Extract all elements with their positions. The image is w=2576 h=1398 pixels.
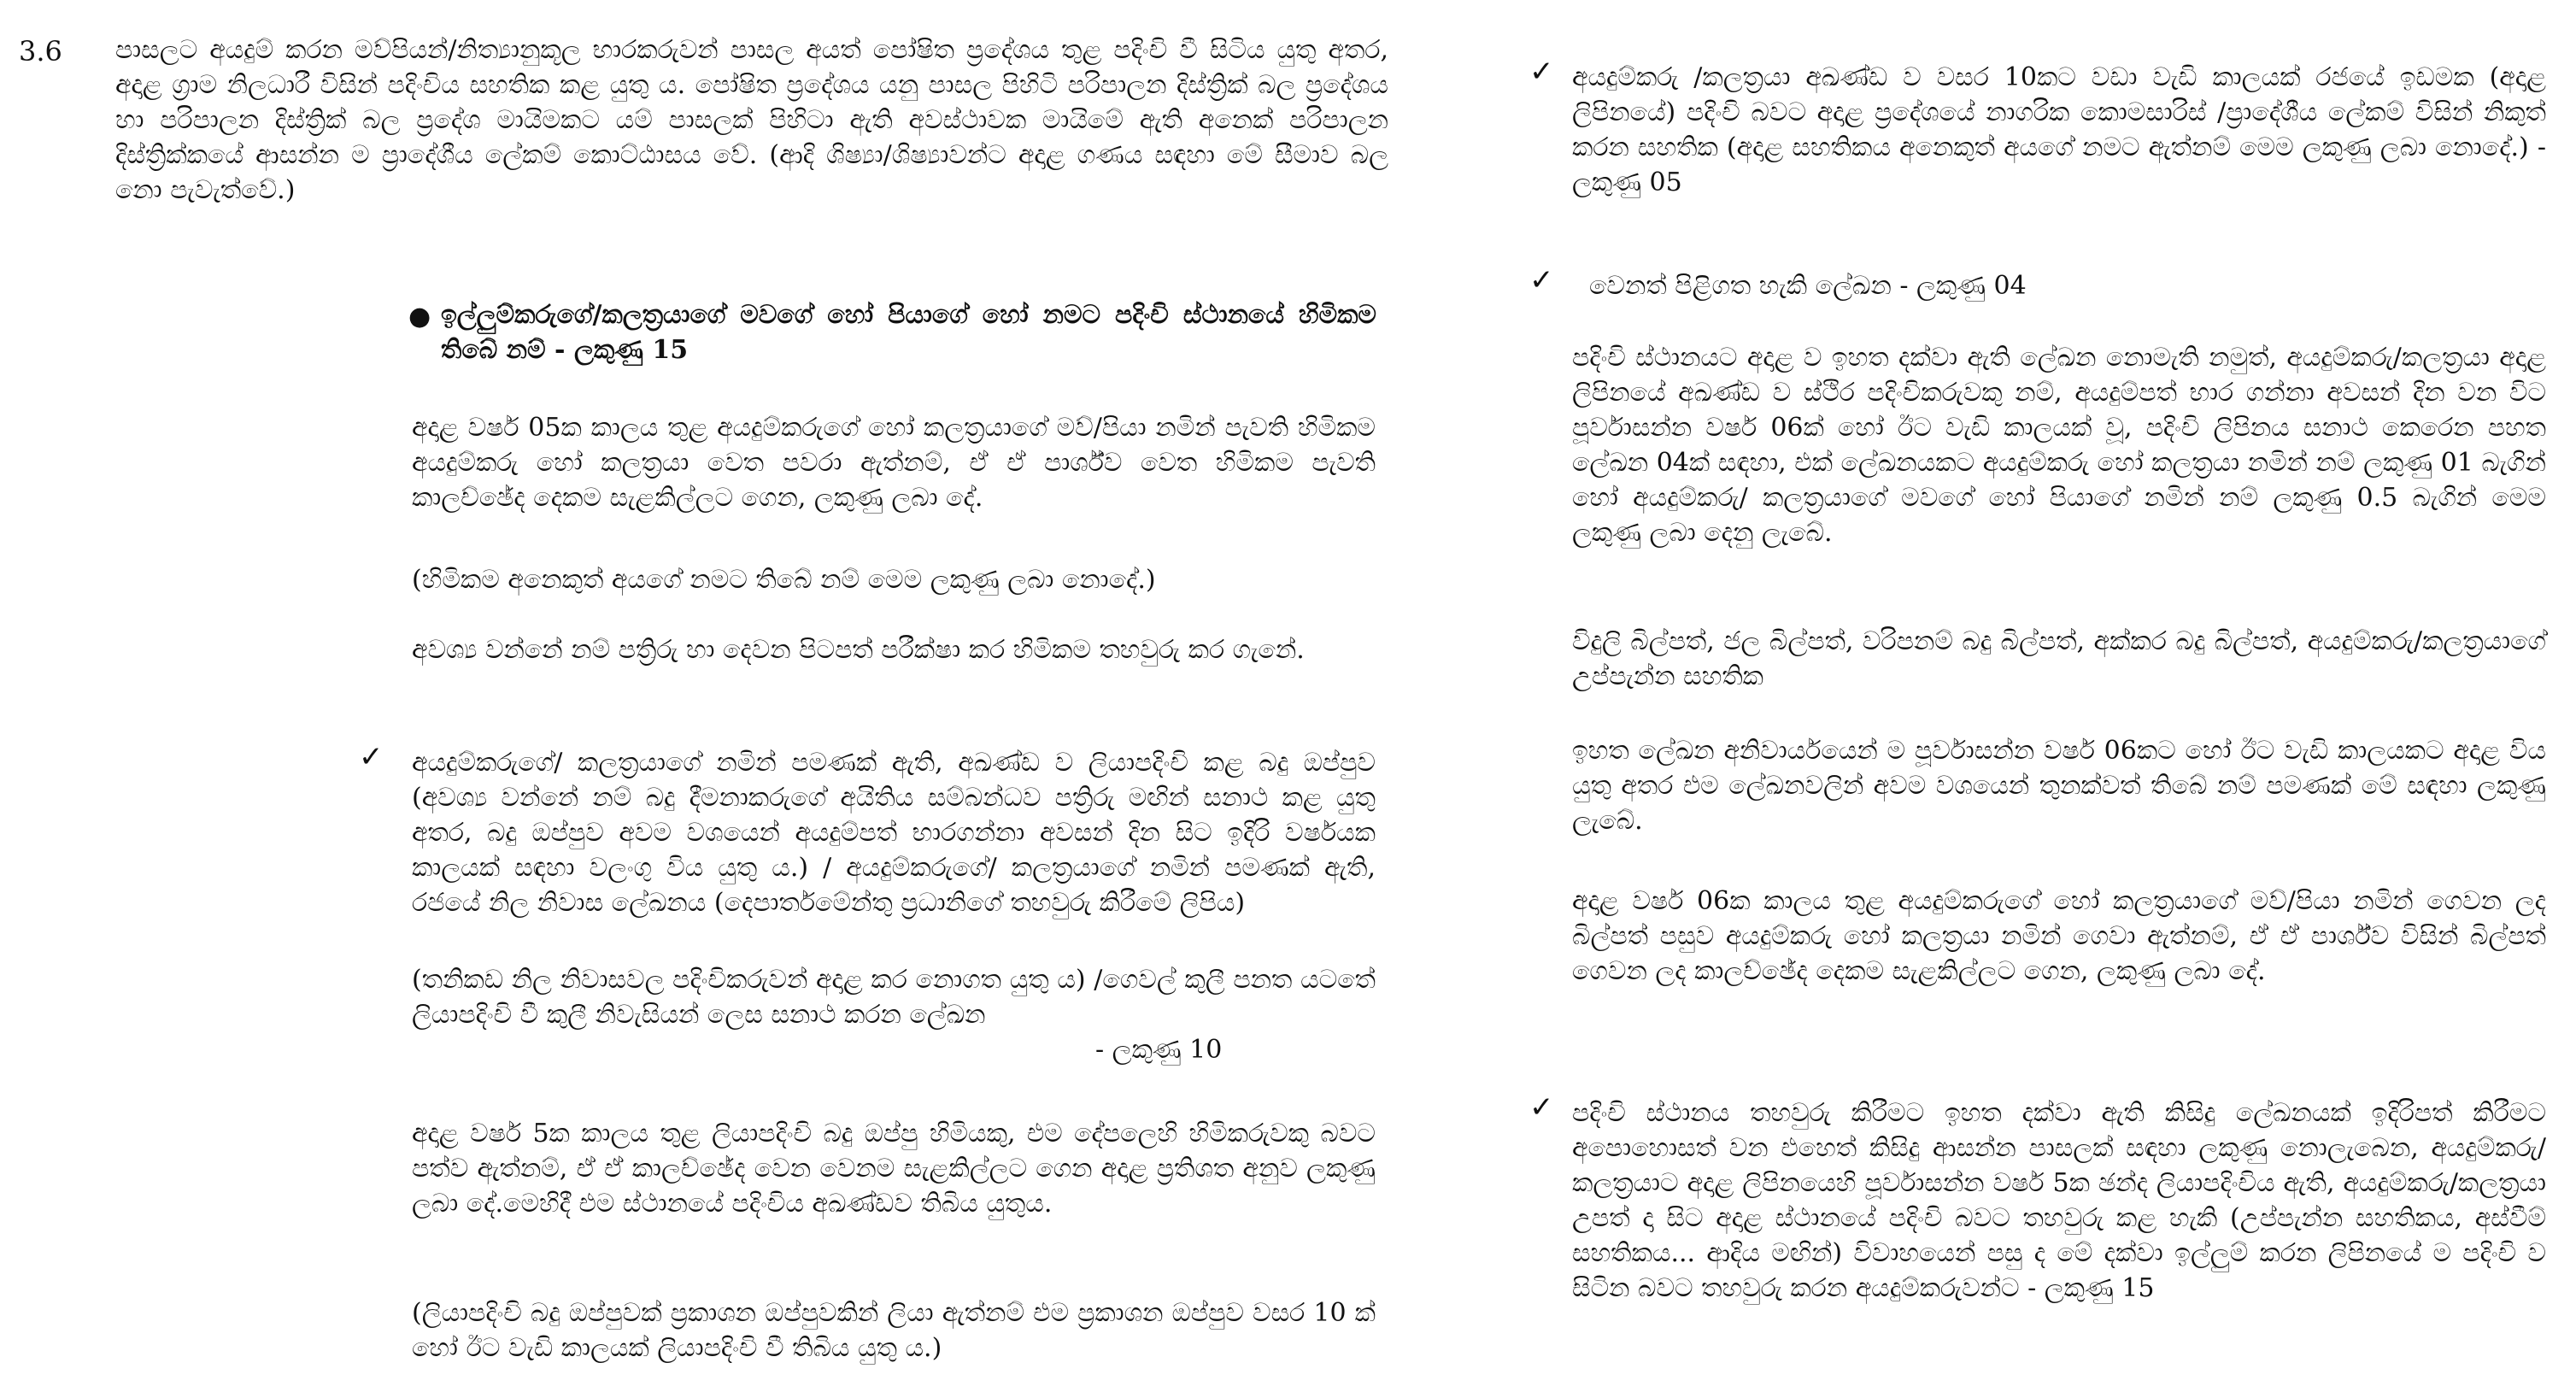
check-mark-icon: ✓ (1529, 263, 1554, 297)
check-mark-icon: ✓ (1529, 1090, 1554, 1125)
right-para-3: ඉහත ලේඛන අනිවාර්යයෙන් ම පූර්වාසන්න වර්ෂ 06කට හෝ ඊට වැඩි කාලයකට අදාළ විය යුතු අතර එම ලේඛනවලින් අවම වශයෙන් තුනක්වත් තිබේ නම් පමණක් මේ සඳහා ලකුණු ලැබේ. (1572, 736, 2546, 836)
check-mark-icon: ✓ (1529, 55, 1554, 89)
left-para-1: අදාළ වර්ෂ 05ක කාලය තුළ අයදුම්කරුගේ හෝ කලත්‍රයාගේ මව්/පියා නමින් පැවති හිමිකම අයදුම්කරු හෝ කලත්‍රයා වෙත පවරා ඇත්නම්, ඒ ඒ පාර්ශ්ව වෙත හිමිකම පැවති කාලච්ඡේද දෙකම සැළකිල්ලට ගෙන, ලකුණු ලබා දේ. (412, 413, 1376, 513)
left-check-score: - ලකුණු 10 (1095, 1035, 1223, 1065)
left-check-block: අයදුම්කරුගේ/ කලත්‍රයාගේ නමින් පමණක් ඇති, අඛණ්ඩ ව ලියාපදිංචි කළ බදු ඔප්පුව (අවශ්‍ය වන්නේ නම් බදු දීමනාකරුගේ අයිතිය සම්බන්ධව පත්‍රිරු මඟින් සනාථ කළ යුතු අතර, බදු ඔප්පුව අවම වශයෙන් අයදුම්පත් භාරගන්නා අවසන් දින සිට ඉදිරි වර්ෂයක කාලයක් සඳහා වලංගු විය යුතු ය.) / අයදුම්කරුගේ/ කලත්‍රයාගේ නමින් පමණක් ඇති, රජයේ නිල නිවාස ලේඛනය (දෙපාර්තමේන්තු ප්‍රධානිගේ තහවුරු කිරීමේ ලිපිය) (412, 748, 1376, 918)
bullet-heading: ඉල්ලුම්කරුගේ/කලත්‍රයාගේ මවගේ හෝ පියාගේ හෝ නමට පදිංචි ස්ථානයේ හිමිකම තිබේ නම් - ලකුණු 15 (441, 300, 1376, 365)
section-number: 3.6 (19, 35, 62, 68)
left-para-3: අවශ්‍ය වන්නේ නම් පත්‍රිරු හා දෙවන පිටපත් පරීක්ෂා කර හිමිකම තහවුරු කර ගැනේ. (412, 635, 1305, 665)
left-para-4: අදාළ වර්ෂ 5ක කාලය තුළ ලියාපදිංචි බදු ඔප්පු හිමියකු, එම දේපලෙහි හිමිකරුවකු බවට පත්ව ඇත්නම්, ඒ ඒ කාලච්ඡේද වෙන වෙනම සැළකිල්ලට ගෙන අදාළ ප්‍රතිශත අනුව ලකුණු ලබා දේ.මෙහිදී එම ස්ථානයේ පදිංචිය අඛණ්ඩව තිබිය යුතුය. (412, 1119, 1376, 1219)
left-check-block-2: (තනිකඩ නිල නිවාසවල පදිංචිකරුවන් අදාළ කර නොගත යුතු ය) /ගෙවල් කුලී පනත යටතේ ලියාපදිංචි වී කුලී නිවැසියන් ලෙස සනාථ කරන ලේඛන (412, 965, 1376, 1030)
bullet-icon: ● (408, 302, 431, 332)
right-check-3: පදිංචි ස්ථානය තහවුරු කිරීමට ඉහත දක්වා ඇති කිසිදු ලේඛනයක් ඉදිරිපත් කිරීමට අපොහොසත් වන එහෙත් කිසිදු ආසන්න පාසලක් සඳහා ලකුණු නොලැබෙන, අයදුම්කරු/කලත්‍රයාට අදාළ ලිපිනයෙහි පූර්වාසන්න වර්ෂ 5ක ඡන්ද ලියාපදිංචිය ඇති, අයදුම්කරු/කලත්‍රයා උපත් දා සිට අදාළ ස්ථානයේ පදිංචි බවට තහවුරු කළ හැකි (උප්පැන්න සහතිකය, අස්වීම් සහතිකය... ආදිය මඟින්) විවාහයෙන් පසු ද මේ දක්වා ඉල්ලුම් කරන ලිපිනයේ ම පදිංචි ව සිටින බවට තහවුරු කරන අයදුම්කරුවන්ට - ලකුණු 15 (1572, 1098, 2546, 1303)
right-para-1: පදිංචි ස්ථානයට අදාළ ව ඉහත දක්වා ඇති ලේඛන නොමැති නමුත්, අයදුම්කරු/කලත්‍රයා අදාළ ලිපිනයේ අඛණ්ඩ ව ස්ථිර පදිංචිකරුවකු නම්, අයදුම්පත් භාර ගන්නා අවසන් දින වන විට පූර්වාසන්න වර්ෂ 06ක් හෝ ඊට වැඩි කාලයක් වූ, පදිංචි ලිපිනය සනාථ කෙරෙන පහත ලේඛන 04ක් සඳහා, එක් ලේඛනයකට අයදුම්කරු හෝ කලත්‍රයා නමින් නම් ලකුණු 01 බැගින් හෝ අයදුම්කරු/ කලත්‍රයාගේ මවගේ හෝ පියාගේ නමින් නම් ලකුණු 0.5 බැගින් මෙම ලකුණු ලබා දෙනු ලැබේ. (1572, 343, 2546, 548)
right-check-2: වෙනත් පිළිගත හැකි ලේඛන - ලකුණු 04 (1589, 271, 2027, 301)
check-mark-icon: ✓ (359, 740, 384, 774)
left-para-2: (හිමිකම අනෙකුත් අයගේ නමට තිබේ නම් මෙම ලකුණු ලබා නොදේ.) (412, 565, 1156, 595)
right-para-2: විදුලි බිල්පත්, ජල බිල්පත්, වරිපනම් බදු බිල්පත්, අක්කර බදු බිල්පත්, අයදුම්කරු/කලත්‍රයාගේ උප්පැන්න සහතික (1572, 626, 2546, 691)
right-para-4: අදාළ වර්ෂ 06ක කාලය තුළ අයදුම්කරුගේ හෝ කලත්‍රයාගේ මව්/පියා නමින් ගෙවන ලද බිල්පත් පසුව අයදුම්කරු හෝ කලත්‍රයා නමින් ගෙවා ඇත්නම්, ඒ ඒ පාර්ශ්ව විසින් බිල්පත් ගෙවන ලද කාලච්ඡේද දෙකම සැළකිල්ලට ගෙන, ලකුණු ලබා දේ. (1572, 886, 2546, 986)
right-check-1: අයදුම්කරු /කලත්‍රයා අඛණ්ඩ ව වසර 10කට වඩා වැඩි කාලයක් රජයේ ඉඩමක (අදාළ ලිපිනයේ) පදිංචි බවට අදාළ ප්‍රදේශයේ නාගරික කොමසාරිස් /ප්‍රාදේශීය ලේකම් විසින් නිකුත් කරන සහතික (අදාළ සහතිකය අනෙකුත් අයගේ නමට ඇත්නම් මෙම ලකුණු ලබා නොදේ.) - ලකුණු 05 (1572, 62, 2546, 197)
left-para-5: (ලියාපදිංචි බදු ඔප්පුවක් ප්‍රකාශන ඔප්පුවකින් ලියා ඇත්නම් එම ප්‍රකාශන ඔප්පුව වසර 10 ක් හෝ ඊට වැඩි කාලයක් ලියාපදිංචි වී තිබිය යුතු ය.) (412, 1298, 1376, 1363)
section-intro: පාසලට අයදුම් කරන මව්පියන්/නිත්‍යානුකූල භාරකරුවන් පාසල අයත් පෝෂිත ප්‍රදේශය තුළ පදිංචි වී සිටිය යුතු අතර, අදාළ ග්‍රාම නිලධාරී විසින් පදිංචිය සහතික කළ යුතු ය. පෝෂිත ප්‍රදේශය යනු පාසල පිහිටි පරිපාලන දිස්ත්‍රික් බල ප්‍රදේශය හා පරිපාලන දිස්ත්‍රික් බල ප්‍රදේශ මායිමකට යම් පාසලක් පිහිටා ඇති අවස්ථාවක මායිමේ ඇති අනෙක් පරිපාලන දිස්ත්‍රික්කයේ ආසන්න ම ප්‍රාදේශීය ලේකම් කොට්ඨාසය වේ. (ආදි ශිෂ්‍යා/ශිෂ්‍යාවන්ට අදාළ ගණය සඳහා මේ සීමාව බල නො පැවැත්වේ.) (115, 35, 1388, 205)
